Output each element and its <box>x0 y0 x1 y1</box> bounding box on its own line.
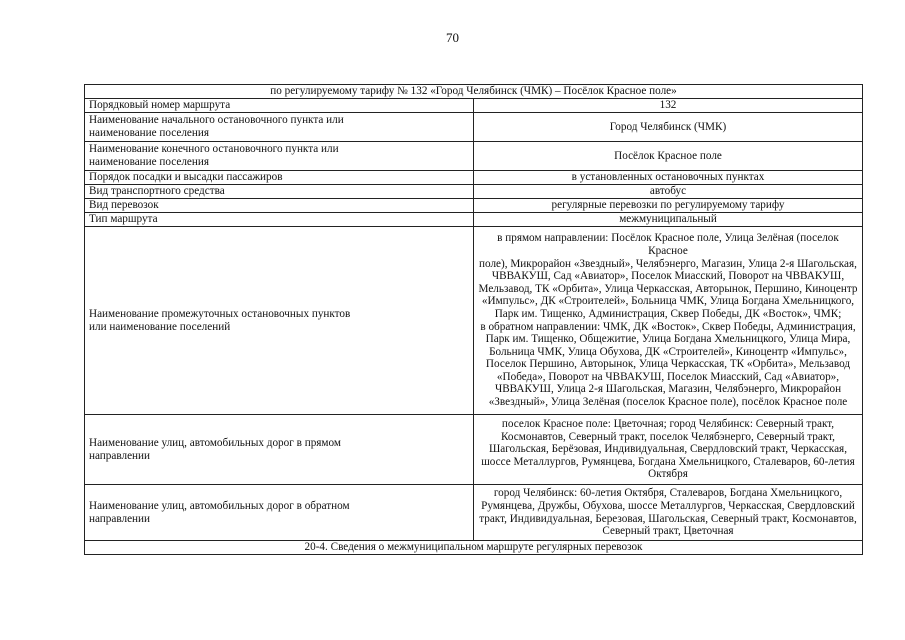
intermediate-stops-text: в прямом направлении: Посёлок Красное поле, Улица Зелёная (поселок Красное поле), Микрорайон «Звездный», Челябэнерго, Магазин, Улица 2-я Шагольская, ЧВВАКУШ, Сад «Авиатор», Поселок Миасский, Поворот на ЧВВАКУШ, Мельзавод, ТК «Орбита», Улица Черкасская, Авторынок, Першино, Киноцентр «Импульс», ДК «Строителей», Больница ЧМК, Улица Богдана Хмельницкого, Парк им. Тищенко, Администрация, Сквер Победы, ДК «Восток», ЧМК; в обратном направлении: ЧМК, ДК «Восток», Сквер Победы, Администрация, Парк им. Тищенко, Общежитие, Улица Богдана Хмельницкого, Улица Мира, Больница ЧМК, Улица Обухова, ДК «Строителей», Киноцентр «Импульс», Поселок Першино, Авторынок, Улица Черкасская, ТК «Орбита», Мельзавод «Победа», Поворот на ЧВВАКУШ, Поселок Миасский, Сад «Авиатор», ЧВВАКУШ, Улица 2-я Шагольская, Магазин, Челябэнерго, Микрорайон «Звездный», Улица Зелёная (поселок Красное поле), посёлок Красное поле <box>478 232 858 409</box>
end-stop-value: Посёлок Красное поле <box>474 142 863 171</box>
end-stop-label-text: Наименование конечного остановочного пункта или наименование поселения <box>89 143 339 168</box>
table-header-row <box>85 85 863 99</box>
intermediate-stops-label-text: Наименование промежуточных остановочных пунктов или наименование поселений <box>89 307 351 333</box>
reverse-streets-text: город Челябинск: 60-летия Октября, Сталеваров, Богдана Хмельницкого, Румянцева, Дружбы, Обухова, шоссе Металлургов, Черкасская, Свердловский тракт, Индивидуальная, Березовая, Шагольская, Северный тракт, Космонавтов, Северный тракт, Цветочная <box>479 487 857 538</box>
transport-kind-label: Вид перевозок <box>85 199 474 213</box>
boarding-order-value: в установленных остановочных пунктах <box>474 171 863 185</box>
start-stop-label-text: Наименование начального остановочного пункта или наименование поселения <box>89 114 344 139</box>
reverse-streets-value <box>474 485 863 541</box>
route-type-value: межмуниципальный <box>474 213 863 227</box>
intermediate-stops-value <box>474 227 863 415</box>
route-number-value: 132 <box>474 99 863 113</box>
forward-streets-label <box>85 415 474 485</box>
table-row <box>85 113 863 142</box>
forward-streets-label-text: Наименование улиц, автомобильных дорог в прямом направлении <box>89 436 341 462</box>
table-row <box>85 227 863 415</box>
end-stop-label <box>85 142 474 171</box>
table-header: по регулируемому тарифу № 132 «Город Челябинск (ЧМК) – Посёлок Красное поле» <box>85 85 863 99</box>
vehicle-type-label: Вид транспортного средства <box>85 185 474 199</box>
reverse-streets-label-text: Наименование улиц, автомобильных дорог в обратном направлении <box>89 499 350 525</box>
table-row <box>85 185 863 199</box>
table-row <box>85 99 863 113</box>
table-row <box>85 213 863 227</box>
route-number-label: Порядковый номер маршрута <box>85 99 474 113</box>
table-row <box>85 171 863 185</box>
boarding-order-label: Порядок посадки и высадки пассажиров <box>85 171 474 185</box>
route-info-table <box>84 84 863 555</box>
table-row <box>85 142 863 171</box>
start-stop-label <box>85 113 474 142</box>
forward-streets-value <box>474 415 863 485</box>
table-row <box>85 485 863 541</box>
reverse-streets-label <box>85 485 474 541</box>
page-number: 70 <box>446 30 459 45</box>
forward-streets-text: поселок Красное поле: Цветочная; город Челябинск: Северный тракт, Космонавтов, Северный тракт, поселок Челябэнерго, Северный тракт, Шагольская, Берёзовая, Индивидуальная, Свердловский тракт, Черкасская, шоссе Металлургов, Румянцева, Богдана Хмельницкого, Сталеваров, 60-летия Октября <box>481 418 855 481</box>
transport-kind-value: регулярные перевозки по регулируемому тарифу <box>474 199 863 213</box>
intermediate-stops-label <box>85 227 474 415</box>
start-stop-value: Город Челябинск (ЧМК) <box>474 113 863 142</box>
table-row <box>85 415 863 485</box>
table-footer-row <box>85 541 863 555</box>
route-type-label: Тип маршрута <box>85 213 474 227</box>
table-row <box>85 199 863 213</box>
vehicle-type-value: автобус <box>474 185 863 199</box>
section-heading: 20-4. Сведения о межмуниципальном маршруте регулярных перевозок <box>85 541 863 555</box>
